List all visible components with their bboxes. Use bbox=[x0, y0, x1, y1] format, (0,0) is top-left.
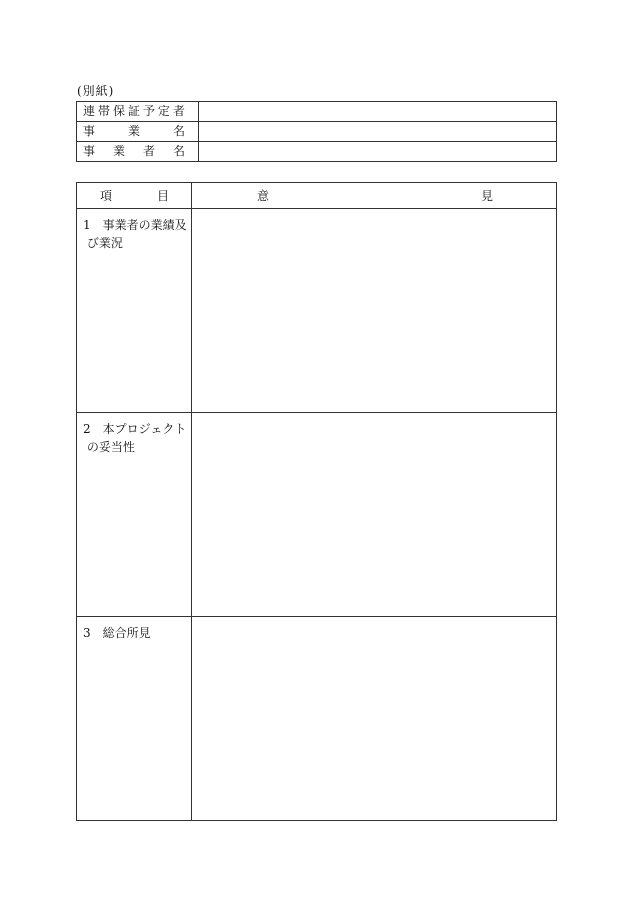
review-item-text: 1 事業者の業績及 び業況 bbox=[83, 218, 187, 250]
header-item bbox=[77, 183, 192, 209]
review-item-overall bbox=[77, 617, 192, 821]
label-char: 帯 bbox=[97, 104, 110, 118]
info-row-project-name bbox=[77, 122, 557, 142]
review-row-performance bbox=[77, 209, 557, 413]
info-value-project-name[interactable] bbox=[199, 122, 557, 142]
header-char: 意 bbox=[257, 189, 270, 203]
info-row-business-operator-name bbox=[77, 142, 557, 162]
label-char: 者 bbox=[142, 144, 155, 158]
review-row-overall bbox=[77, 617, 557, 821]
header-char: 見 bbox=[480, 189, 493, 203]
info-value-guarantor[interactable] bbox=[199, 102, 557, 122]
label-char: 者 bbox=[172, 104, 185, 118]
review-item-text: 3 総合所見 bbox=[83, 626, 151, 640]
label-char: 予 bbox=[142, 104, 155, 118]
attachment-label: (別紙) bbox=[77, 84, 115, 98]
label-char: 名 bbox=[172, 124, 185, 138]
label-char: 証 bbox=[127, 104, 140, 118]
review-item-performance bbox=[77, 209, 192, 413]
review-opinion-project-validity[interactable] bbox=[192, 413, 557, 617]
info-label-guarantor bbox=[77, 102, 199, 122]
info-row-guarantor bbox=[77, 102, 557, 122]
header-opinion bbox=[192, 183, 557, 209]
label-char: 保 bbox=[112, 104, 125, 118]
applicant-info-table bbox=[76, 101, 557, 162]
review-opinion-performance[interactable] bbox=[192, 209, 557, 413]
review-row-project-validity bbox=[77, 413, 557, 617]
label-char: 事 bbox=[83, 124, 96, 138]
label-char: 定 bbox=[157, 104, 170, 118]
label-char: 業 bbox=[112, 144, 125, 158]
label-char: 事 bbox=[83, 144, 96, 158]
review-item-text: 2 本プロジェクト の妥当性 bbox=[83, 422, 187, 454]
header-char: 目 bbox=[156, 189, 169, 203]
review-opinion-table bbox=[76, 182, 557, 821]
info-label-project-name bbox=[77, 122, 199, 142]
label-char: 名 bbox=[172, 144, 185, 158]
label-char: 業 bbox=[127, 124, 140, 138]
review-opinion-overall[interactable] bbox=[192, 617, 557, 821]
header-char: 項 bbox=[100, 189, 113, 203]
review-header-row bbox=[77, 183, 557, 209]
info-label-business-operator-name bbox=[77, 142, 199, 162]
info-value-business-operator-name[interactable] bbox=[199, 142, 557, 162]
review-item-project-validity bbox=[77, 413, 192, 617]
label-char: 連 bbox=[83, 104, 96, 118]
